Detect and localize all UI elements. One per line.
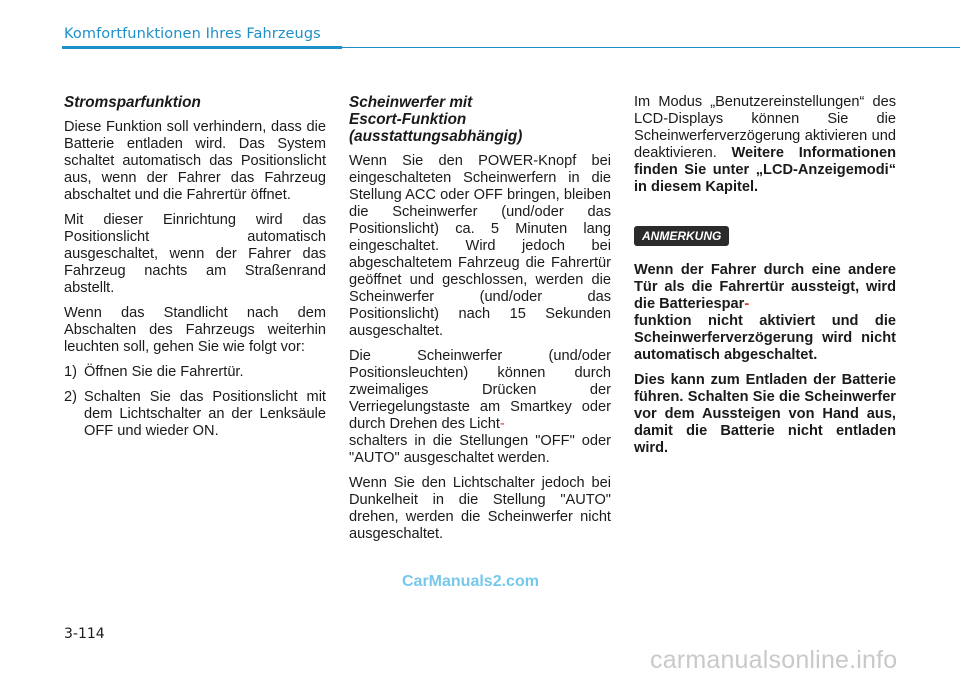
paragraph <box>634 94 896 196</box>
column-middle <box>349 94 611 551</box>
paragraph <box>349 348 611 467</box>
header-rule-thin <box>342 47 960 48</box>
paragraph: Wenn das Standlicht nach dem Abschalten des Fahrzeugs weiterhin leuchten soll, gehen Sie wie folgt vor: <box>64 305 326 355</box>
watermark-carmanualsonline: carmanualsonline.info <box>650 646 898 674</box>
heading-stromsparfunktion: Stromsparfunktion <box>64 94 201 111</box>
hyphen-mark: - <box>744 296 750 312</box>
list-item-text: Öffnen Sie die Fahrertür. <box>84 364 244 380</box>
watermark-carmanuals2: CarManuals2.com <box>402 573 539 590</box>
column-right <box>634 94 896 465</box>
list-item <box>64 364 326 381</box>
text-run: funktion nicht aktiviert und die Scheinwerferverzögerung wird nicht automatisch abgeschaltet. <box>634 313 896 363</box>
heading-line: (ausstattungsabhängig) <box>349 128 523 145</box>
text-run: Die Scheinwerfer (und/oder Positionsleuchten) können durch zweimaliges Drücken der Verriegelungstaste am Smartkey oder durch Drehen des Licht <box>349 348 611 432</box>
text-run-bold: Weitere Informationen finden Sie unter „LCD-Anzeigemodi“ in diesem Kapitel. <box>634 145 896 195</box>
list-item <box>64 389 326 440</box>
paragraph: Wenn Sie den POWER-Knopf bei eingeschalteten Scheinwerfern in die Stellung ACC oder OFF bringen, bleiben die Scheinwerfer (und/oder das Positionslicht) ca. 5 Minuten lang eingeschaltet. Wird jedoch bei abgeschaltetem Fahrzeug die Fahrertür geöffnet und geschlossen, werden die Scheinwerfer (und/oder das Positionslicht) nach 15 Sekunden ausgeschaltet. <box>349 153 611 339</box>
paragraph: Wenn Sie den Lichtschalter jedoch bei Dunkelheit in die Stellung "AUTO" drehen, werden die Scheinwerfer nicht ausgeschaltet. <box>349 475 611 542</box>
column-left <box>64 94 326 448</box>
note-badge: ANMERKUNG <box>634 226 729 246</box>
heading-scheinwerfer-escort <box>349 94 611 145</box>
list-item-text: Schalten Sie das Positionslicht mit dem Lichtschalter an der Lenksäule OFF und wieder ON. <box>84 389 326 439</box>
text-run: Wenn der Fahrer durch eine andere Tür als die Fahrertür aussteigt, wird die Batteriespar <box>634 262 896 312</box>
paragraph: Diese Funktion soll verhindern, dass die Batterie entladen wird. Das System schaltet automatisch das Positionslicht aus, wenn der Fahrer das Fahrzeug abschaltet und die Fahrertür öffnet. <box>64 119 326 203</box>
page-number: 3-114 <box>64 626 105 642</box>
note-paragraph: Dies kann zum Entladen der Batterie führen. Schalten Sie die Scheinwerfer vor dem Aussteigen von Hand aus, damit die Batterie nicht entladen wird. <box>634 372 896 456</box>
text-run: Im Modus „Benutzereinstellungen“ des LCD-Displays können Sie die Scheinwerferverzögerung aktivieren und deaktivieren. <box>634 94 896 161</box>
heading-line: Scheinwerfer mit <box>349 94 473 111</box>
note-paragraph <box>634 262 896 364</box>
section-title: Komfortfunktionen Ihres Fahrzeugs <box>64 26 321 42</box>
paragraph: Mit dieser Einrichtung wird das Positionslicht automatisch ausgeschaltet, wenn der Fahrer das Fahrzeug nachts am Straßenrand abstellt. <box>64 212 326 296</box>
list-item-number: 1) <box>64 364 77 380</box>
list-item-number: 2) <box>64 389 77 405</box>
heading-line: Escort-Funktion <box>349 111 467 128</box>
hyphen-mark: - <box>499 416 505 432</box>
header-rule <box>62 46 342 49</box>
steps-list <box>64 364 326 440</box>
text-run: schalters in die Stellungen "OFF" oder "AUTO" ausgeschaltet werden. <box>349 433 611 466</box>
